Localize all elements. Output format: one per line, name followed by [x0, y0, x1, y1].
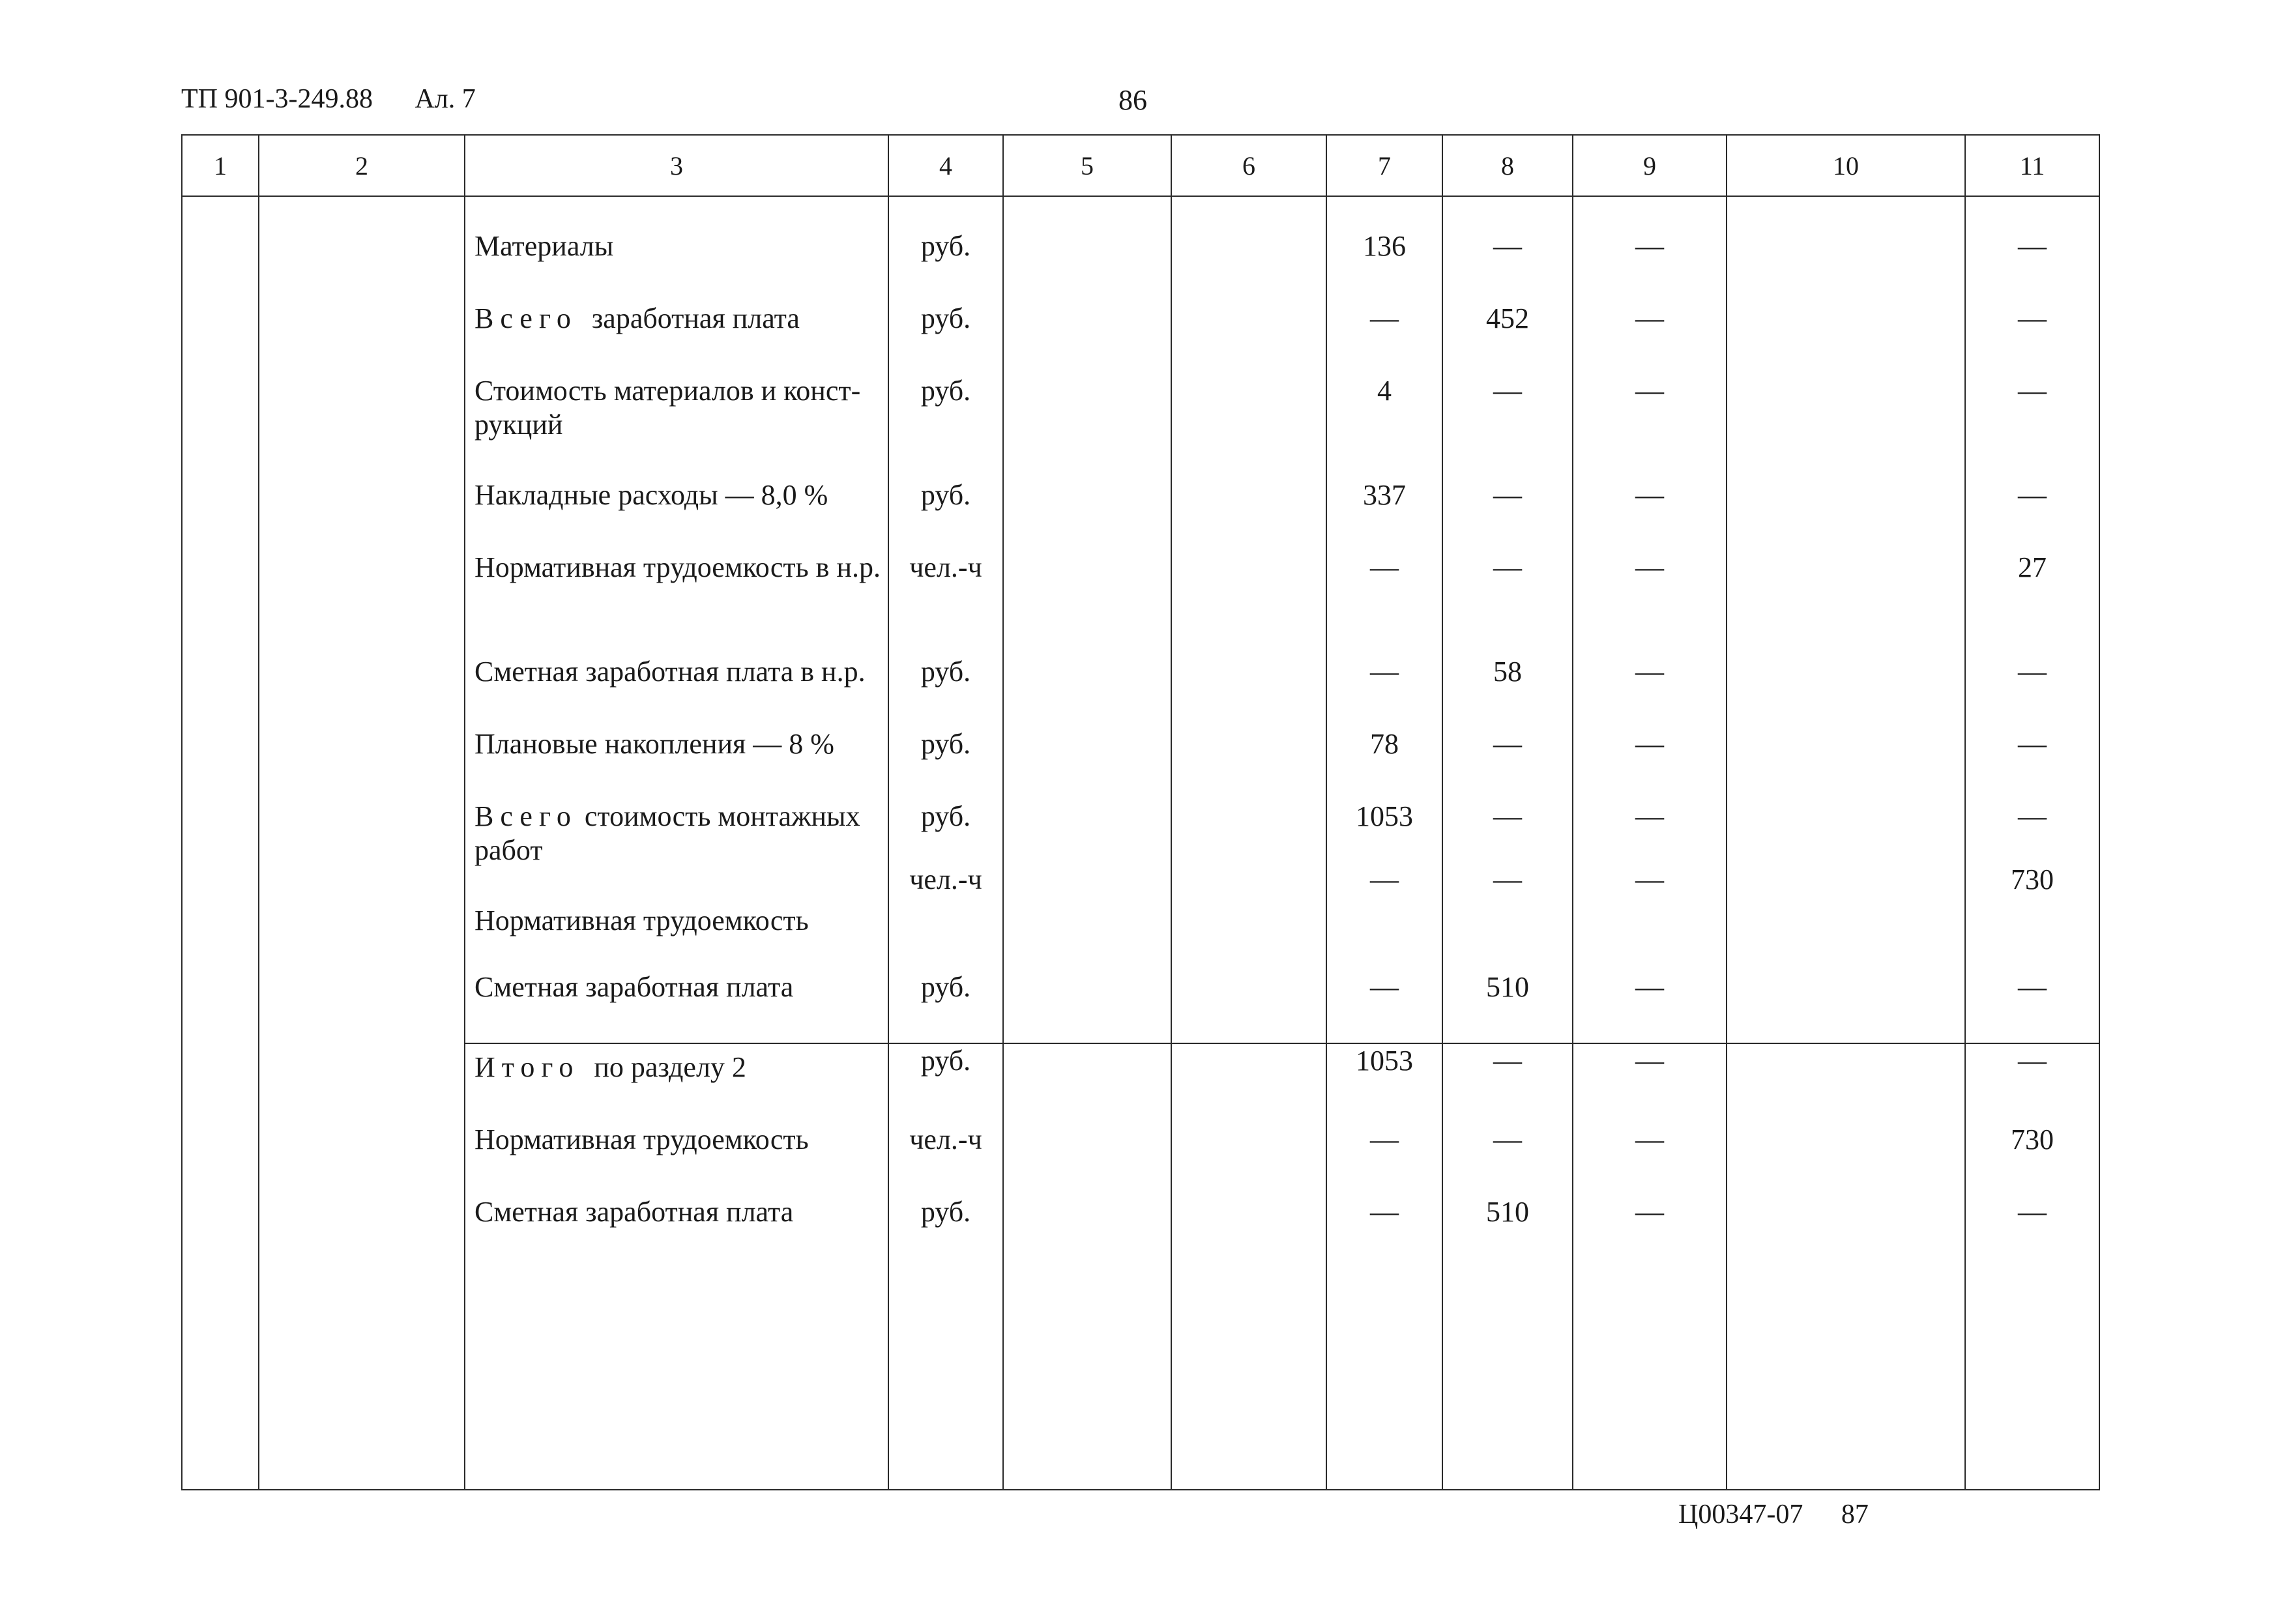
empty-cell — [1727, 655, 1965, 727]
col11-value: — — [1965, 302, 2099, 374]
col11-value: — — [1965, 1195, 2099, 1268]
col8-value — [1442, 800, 1573, 970]
col7-value: 1053 — [1326, 1043, 1442, 1123]
col11-value: 730 — [1965, 1123, 2099, 1195]
empty-cell — [1727, 478, 1965, 551]
col8-value: 510 — [1442, 970, 1573, 1043]
empty-cell — [259, 800, 465, 970]
col9-value: — — [1573, 1195, 1727, 1268]
col9-value: — — [1573, 1123, 1727, 1195]
table-row — [182, 374, 2099, 478]
unit-first: руб. — [920, 800, 971, 832]
column-header: 10 — [1727, 135, 1965, 196]
column-header: 11 — [1965, 135, 2099, 196]
col8-value-second: — — [1493, 863, 1522, 895]
empty-cell — [1171, 1195, 1326, 1268]
album-text: Ал. 7 — [415, 84, 476, 114]
empty-cell — [1727, 1195, 1965, 1268]
table-row — [182, 1195, 2099, 1268]
item-name: Нормативная трудоемкость в н.р. — [465, 551, 888, 655]
item-name-rest: заработная плата — [591, 302, 800, 334]
empty-cell — [1326, 1268, 1442, 1490]
empty-cell — [182, 1268, 259, 1490]
empty-cell — [1727, 196, 1965, 302]
col8-value: 510 — [1442, 1195, 1573, 1268]
col7-value: 78 — [1326, 727, 1442, 800]
item-name: Сметная заработная плата — [465, 1195, 888, 1268]
column-header: 9 — [1573, 135, 1727, 196]
item-name: Стоимость материалов и конст-рукций — [465, 374, 888, 478]
item-name-rest: стоимость монтажных работ — [474, 800, 860, 866]
column-header: 3 — [465, 135, 888, 196]
empty-cell — [182, 655, 259, 727]
empty-cell — [182, 196, 259, 302]
empty-cell — [182, 1195, 259, 1268]
footer-page-number: 87 — [1841, 1500, 1869, 1530]
col8-value: — — [1442, 478, 1573, 551]
col11-value: — — [1965, 1043, 2099, 1123]
empty-cell — [1003, 970, 1171, 1043]
col8-value: — — [1442, 551, 1573, 655]
item-unit: руб. — [888, 302, 1003, 374]
empty-cell — [1727, 302, 1965, 374]
empty-cell — [1003, 478, 1171, 551]
empty-cell — [1171, 374, 1326, 478]
empty-cell — [259, 1123, 465, 1195]
col9-value: — — [1573, 727, 1727, 800]
item-name — [465, 1043, 888, 1123]
empty-cell — [182, 970, 259, 1043]
item-unit: руб. — [888, 196, 1003, 302]
empty-cell — [1727, 374, 1965, 478]
col11-value: — — [1965, 655, 2099, 727]
empty-cell — [182, 1043, 259, 1123]
col11-value: — — [1965, 196, 2099, 302]
col9-value: — — [1573, 655, 1727, 727]
empty-cell — [182, 727, 259, 800]
column-header: 6 — [1171, 135, 1326, 196]
col7-value: 4 — [1326, 374, 1442, 478]
footer-code-text: Ц00347-07 — [1678, 1500, 1803, 1530]
item-unit: руб. — [888, 727, 1003, 800]
item-name: Накладные расходы — 8,0 % — [465, 478, 888, 551]
document-code — [181, 83, 476, 115]
item-name: Сметная заработная плата — [465, 970, 888, 1043]
col11-value: — — [1965, 970, 2099, 1043]
empty-cell — [1003, 1123, 1171, 1195]
empty-cell — [1573, 1268, 1727, 1490]
empty-cell — [1727, 1123, 1965, 1195]
col11-value: 27 — [1965, 551, 2099, 655]
empty-cell — [259, 970, 465, 1043]
col11-value: — — [1965, 727, 2099, 800]
col8-value: 452 — [1442, 302, 1573, 374]
item-name — [465, 302, 888, 374]
table-row — [182, 551, 2099, 655]
empty-cell — [259, 1195, 465, 1268]
col9-value-second: — — [1635, 863, 1664, 895]
item-name: Сметная заработная плата в н.р. — [465, 655, 888, 727]
empty-cell — [1727, 1043, 1965, 1123]
empty-cell — [182, 1123, 259, 1195]
col7-value: — — [1326, 551, 1442, 655]
table-row — [182, 800, 2099, 970]
col7-value-second: — — [1370, 863, 1399, 895]
col8-value: — — [1442, 196, 1573, 302]
item-name-emphasis: Итого — [474, 1051, 580, 1083]
col7-value: — — [1326, 655, 1442, 727]
item-unit: руб. — [888, 374, 1003, 478]
col11-value-second: 730 — [2011, 863, 2054, 895]
table-row — [182, 1043, 2099, 1123]
empty-cell — [465, 1268, 888, 1490]
item-unit — [888, 800, 1003, 970]
doc-code-text: ТП 901-3-249.88 — [181, 84, 373, 114]
table-row — [182, 655, 2099, 727]
empty-cell — [182, 800, 259, 970]
col7-value: — — [1326, 302, 1442, 374]
empty-cell — [1442, 1268, 1573, 1490]
empty-cell — [259, 551, 465, 655]
empty-cell — [1003, 1268, 1171, 1490]
col9-value — [1573, 800, 1727, 970]
empty-cell — [1727, 727, 1965, 800]
col8-value: — — [1442, 374, 1573, 478]
footer-code — [1678, 1499, 1869, 1530]
item-name-second: Нормативная трудоемкость — [474, 905, 809, 936]
empty-cell — [1003, 302, 1171, 374]
col8-value-first: — — [1493, 800, 1522, 832]
empty-cell — [1003, 800, 1171, 970]
table-row — [182, 478, 2099, 551]
column-header: 4 — [888, 135, 1003, 196]
col7-value — [1326, 800, 1442, 970]
col9-value: — — [1573, 478, 1727, 551]
col11-value: — — [1965, 374, 2099, 478]
item-name: Нормативная трудоемкость — [465, 1123, 888, 1195]
col7-value: 136 — [1326, 196, 1442, 302]
empty-cell — [1003, 655, 1171, 727]
col9-value: — — [1573, 374, 1727, 478]
col11-value — [1965, 800, 2099, 970]
empty-cell — [1727, 1268, 1965, 1490]
item-name: Материалы — [465, 196, 888, 302]
table-row — [182, 727, 2099, 800]
empty-cell — [1171, 970, 1326, 1043]
empty-cell — [259, 655, 465, 727]
item-unit: руб. — [888, 1043, 1003, 1123]
col9-value: — — [1573, 1043, 1727, 1123]
col8-value: — — [1442, 1123, 1573, 1195]
col9-value: — — [1573, 302, 1727, 374]
empty-cell — [1727, 551, 1965, 655]
col9-value: — — [1573, 551, 1727, 655]
empty-cell — [182, 478, 259, 551]
empty-cell — [1727, 970, 1965, 1043]
col11-value: — — [1965, 478, 2099, 551]
item-name-rest: по разделу 2 — [594, 1051, 746, 1083]
col7-value: — — [1326, 970, 1442, 1043]
empty-cell — [1965, 1268, 2099, 1490]
item-name-emphasis: Всего — [474, 800, 577, 832]
col8-value: — — [1442, 727, 1573, 800]
empty-cell — [1171, 655, 1326, 727]
empty-cell — [259, 1043, 465, 1123]
empty-cell — [1003, 196, 1171, 302]
col9-value: — — [1573, 196, 1727, 302]
empty-cell — [888, 1268, 1003, 1490]
empty-cell — [1003, 1043, 1171, 1123]
item-unit: чел.-ч — [888, 551, 1003, 655]
unit-second: чел.-ч — [909, 863, 982, 895]
column-header: 1 — [182, 135, 259, 196]
empty-cell — [1171, 1268, 1326, 1490]
empty-cell — [259, 302, 465, 374]
item-name: Плановые накопления — 8 % — [465, 727, 888, 800]
table-row-empty — [182, 1268, 2099, 1490]
empty-cell — [1171, 727, 1326, 800]
empty-cell — [1727, 800, 1965, 970]
column-number-row — [182, 135, 2099, 196]
empty-cell — [259, 478, 465, 551]
col8-value: 58 — [1442, 655, 1573, 727]
empty-cell — [259, 374, 465, 478]
empty-cell — [1003, 551, 1171, 655]
empty-cell — [1171, 302, 1326, 374]
column-header: 5 — [1003, 135, 1171, 196]
estimate-table — [181, 134, 2100, 1490]
column-header: 2 — [259, 135, 465, 196]
empty-cell — [259, 727, 465, 800]
col9-value: — — [1573, 970, 1727, 1043]
page-number: 86 — [1118, 84, 1147, 116]
col8-value: — — [1442, 1043, 1573, 1123]
item-unit: руб. — [888, 1195, 1003, 1268]
empty-cell — [1003, 727, 1171, 800]
item-unit: чел.-ч — [888, 1123, 1003, 1195]
table-row — [182, 196, 2099, 302]
column-header: 8 — [1442, 135, 1573, 196]
item-unit: руб. — [888, 970, 1003, 1043]
empty-cell — [259, 196, 465, 302]
item-unit: руб. — [888, 478, 1003, 551]
empty-cell — [1171, 800, 1326, 970]
empty-cell — [182, 551, 259, 655]
empty-cell — [1003, 374, 1171, 478]
empty-cell — [1171, 478, 1326, 551]
item-name — [465, 800, 888, 970]
empty-cell — [259, 1268, 465, 1490]
empty-cell — [1171, 1043, 1326, 1123]
empty-cell — [1171, 1123, 1326, 1195]
col7-value: 337 — [1326, 478, 1442, 551]
empty-cell — [182, 374, 259, 478]
col11-value-first: — — [2018, 800, 2047, 832]
empty-cell — [1003, 1195, 1171, 1268]
col7-value: — — [1326, 1123, 1442, 1195]
empty-cell — [1171, 196, 1326, 302]
empty-cell — [1171, 551, 1326, 655]
col7-value-first: 1053 — [1356, 800, 1413, 832]
col9-value-first: — — [1635, 800, 1664, 832]
table-row — [182, 970, 2099, 1043]
column-header: 7 — [1326, 135, 1442, 196]
table-row — [182, 302, 2099, 374]
empty-cell — [182, 302, 259, 374]
table-row — [182, 1123, 2099, 1195]
item-unit: руб. — [888, 655, 1003, 727]
item-name-emphasis: Всего — [474, 302, 577, 334]
col7-value: — — [1326, 1195, 1442, 1268]
